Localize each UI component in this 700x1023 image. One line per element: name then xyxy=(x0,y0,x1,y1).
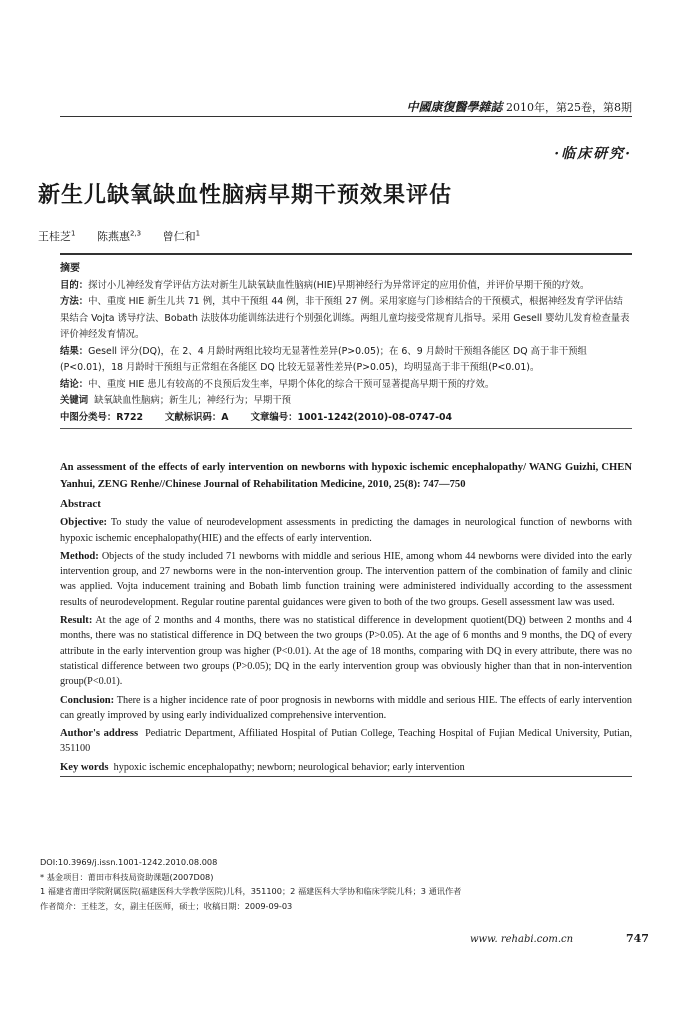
affiliations: 1 福建省莆田学院附属医院(福建医科大学教学医院)儿科，351100；2 福建医科大学协和临床学院儿科；3 通讯作者 xyxy=(40,886,462,896)
classification-row: 中图分类号：R722 文献标识码：A 文章编号：1001-1242(2010)-08-0747-04 xyxy=(60,410,632,430)
author-bio: 作者简介：王桂芝，女，副主任医师，硕士；收稿日期：2009-09-03 xyxy=(40,900,293,911)
method-cn: 方法：中、重度 HIE 新生儿共 71 例，其中干预组 44 例，非干预组 27 例。采用家庭与门诊相结合的干预模式，根据神经发育学评估结果结合 Vojta 诱导疗法、Bobath 法肢体功能训练法进行个别强化训练。两组儿童均接受常规育儿指导。采用 Gesell 婴幼儿发育检查量表评价神经发育情况。 xyxy=(60,296,630,340)
author: 王桂芝$^1$ xyxy=(38,229,76,243)
author-list xyxy=(38,228,218,244)
doi: DOI:10.3969/j.issn.1001-1242.2010.08.008 xyxy=(40,857,218,867)
objective-en: Objective: To study the value of neurodevelopment assessments in predicting the damages in neurological function of newborns with hypoxic ischemic encephalopathy(HIE) and the effects of early intervention. xyxy=(60,517,632,544)
author: 陈燕惠$^{2,3}$ xyxy=(96,229,142,243)
keywords-cn: 关键词 缺氧缺血性脑病；新生儿；神经行为；早期干预 xyxy=(60,395,291,406)
footnotes xyxy=(40,855,632,913)
journal-url[interactable]: www. rehabi.com.cn xyxy=(470,934,574,945)
chinese-abstract xyxy=(60,253,632,429)
citation: An assessment of the effects of early intervention on newborns with hypoxic ischemic encephalopathy/ WANG Guizhi, CHEN Yanhui, ZENG Renhe//Chinese Journal of Rehabilitation Medicine, 2010, 25(8): 747—750 xyxy=(60,462,632,490)
abstract-heading-en: Abstract xyxy=(60,498,101,510)
objective-cn: 目的：探讨小儿神经发育学评估方法对新生儿缺氧缺血性脑病(HIE)早期神经行为异常评定的应用价值，并评价早期干预的疗效。 xyxy=(60,279,590,291)
result-en: Result: At the age of 2 months and 4 months, there was no statistical difference in development quotient(DQ) between 2 months and 4 months, there was no statistical difference in DQ between the two groups (P>0.05). At the age of 6 months and 9 months, the DQ of every attribute in the early intervention group was higher (P<0.01). At the age of 18 months, comparing with DQ in every attribute, there was no statistical difference between two groups (P>0.05); DQ in the early intervention group was obviously higher than that in non-intervention group(P<0.01). xyxy=(60,615,633,688)
result-cn: 结果：Gesell 评分(DQ)，在 2、4 月龄时两组比较均无显著性差异(P>0.05)；在 6、9 月龄时干预组各能区 DQ 高于非干预组(P<0.01)，18 月龄时干预组与正常组在各能区 DQ 比较无显著性差异(P>0.05)，均明显高于非干预组(P<0.01)。 xyxy=(60,345,587,373)
fund-note: * 基金项目：莆田市科技局资助课题(2007D08) xyxy=(40,871,214,882)
english-abstract xyxy=(60,459,632,777)
abstract-heading-cn: 摘要 xyxy=(60,263,80,274)
journal-name: 中國康復醫學雜誌 xyxy=(406,100,503,114)
method-en: Method: Objects of the study included 71 newborns with middle and serious HIE, among whom 44 newborns were divided into the early intervention group, and 27 newborns were in the non-intervention group. The intervention pattern of the combination of family and clinic was applied. Vojta inducement training and Bobath limb function training were administered individually according to the assessment results of neurodevelopment. Regular routine parental guidances were given to both of the two groups. Gesell assessment law was used. xyxy=(60,550,632,608)
author: 曾仁和$^1$ xyxy=(162,229,201,243)
conclusion-en: Conclusion: There is a higher incidence rate of poor prognosis in newborns with middle and serious HIE. The effects of early intervention can greatly improved by using early individualized comprehensive intervention. xyxy=(60,694,632,721)
issue-info: 2010年，第25卷，第8期 xyxy=(506,101,632,114)
running-header xyxy=(60,98,632,117)
keywords-en: Key words hypoxic ischemic encephalopathy; newborn; neurological behavior; early intervention xyxy=(60,760,632,777)
conclusion-cn: 结论：中、重度 HIE 患儿有较高的不良预后发生率，早期个体化的综合干预可显著提高早期干预的疗效。 xyxy=(60,378,495,390)
author-address: Author's address Pediatric Department, Affiliated Hospital of Putian College, Teaching Hospital of Fujian Medical University, Putian, 351100 xyxy=(60,728,633,755)
section-tag: ·临床研究· xyxy=(554,146,632,162)
article-title: 新生儿缺氧缺血性脑病早期干预效果评估 xyxy=(38,183,453,208)
page-number: 747 xyxy=(626,932,649,945)
